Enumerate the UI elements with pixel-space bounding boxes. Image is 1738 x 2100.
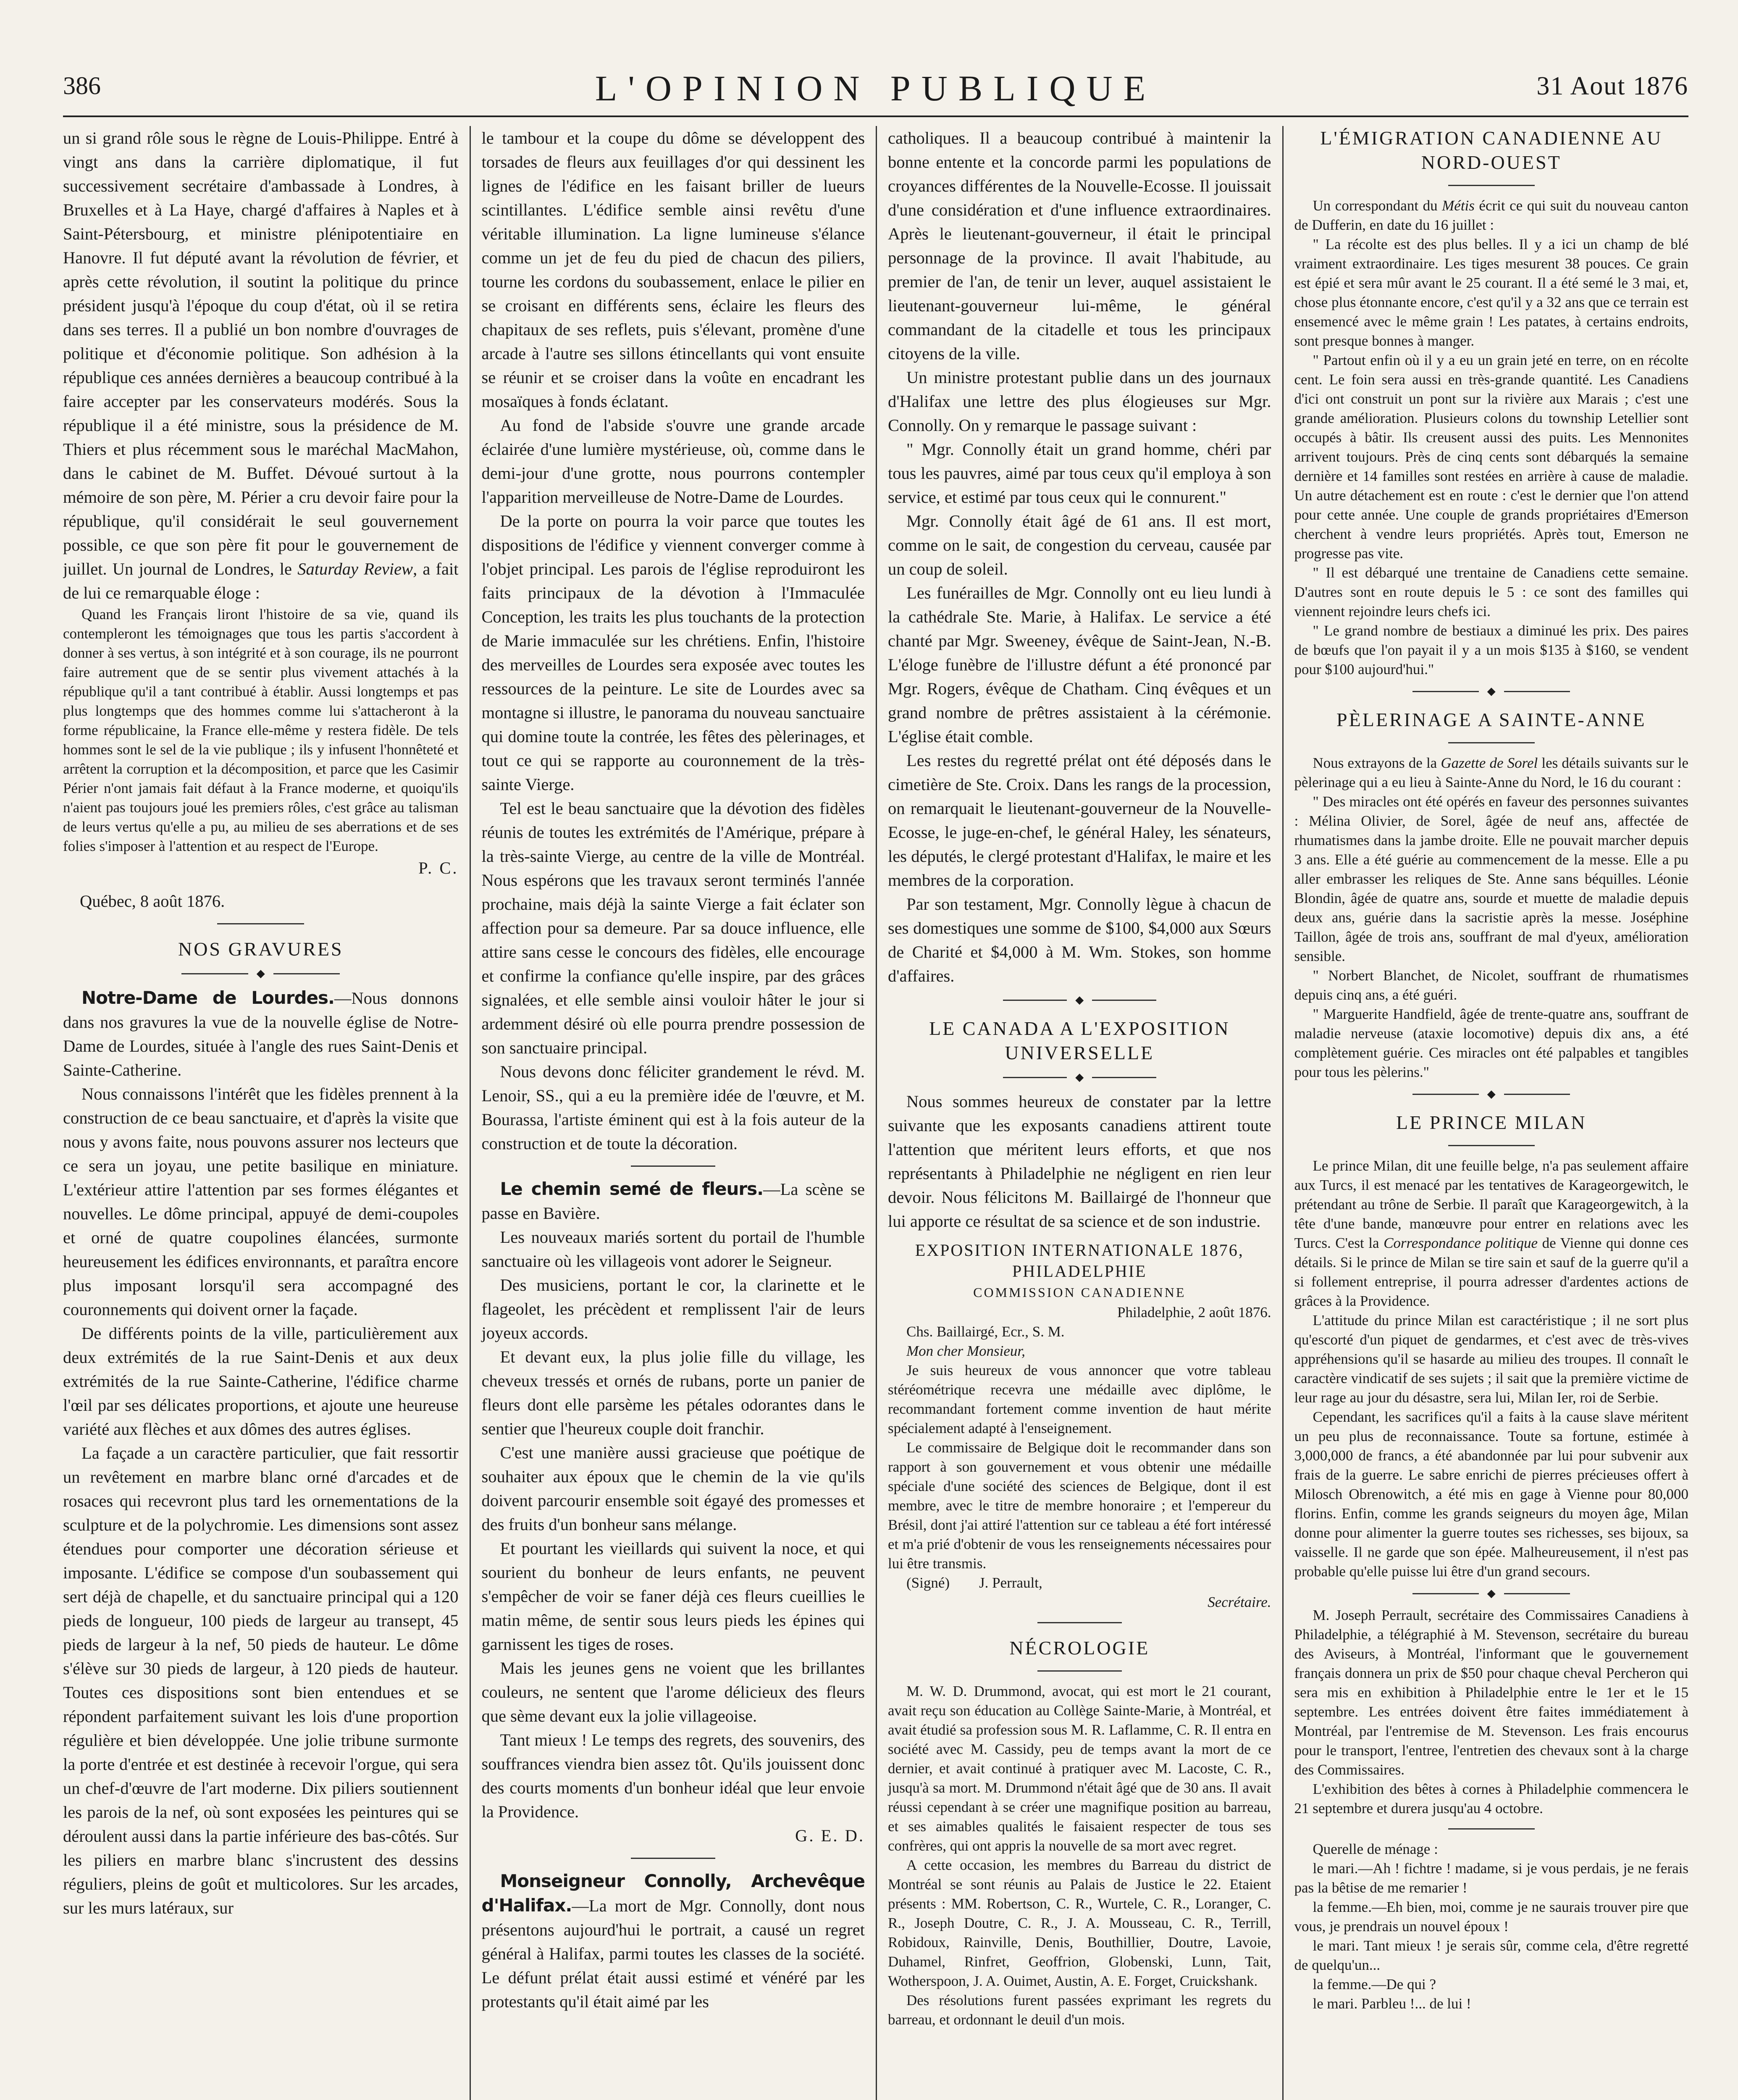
chemin-paragraph: Des musiciens, portant le cor, la clarinette et le flageolet, les précèdent et remplissent l'air de leurs joyeux accords. (481, 1276, 865, 1342)
ornament-divider: ◆ (1003, 996, 1156, 1004)
emigration-heading: L'ÉMIGRATION CANADIENNE AU NORD-OUEST (1320, 127, 1663, 173)
letter-addressee: Chs. Baillairgé, Ecr., S. M. (906, 1323, 1065, 1340)
perier-text-end: , a fait de lui ce remarquable éloge : (63, 559, 459, 602)
connolly-paragraph: Un ministre protestant publie dans un des journaux d'Halifax une lettre des plus élogieuses sur Mgr. Connolly. On y remarque le passage suivant : (888, 368, 1271, 435)
menage-line: le mari. Parbleu !... de lui ! (1313, 1995, 1471, 2012)
pelerinage-text: Nous extrayons de la (1313, 755, 1441, 771)
column-1 (63, 126, 470, 2100)
emigration-intro (1294, 196, 1689, 235)
chemin-lead: Le chemin semé de fleurs. (500, 1179, 764, 1199)
notre-dame-lead: Notre-Dame de Lourdes. (81, 987, 334, 1008)
pelerinage-text-end: les détails suivants sur le pèlerinage qui a eu lieu à Sainte-Anne du Nord, le 16 du courant : (1294, 755, 1688, 790)
menage-title: Querelle de ménage : (1313, 1841, 1438, 1857)
ornament-divider: ◆ (1412, 688, 1570, 695)
perrault-paragraph: M. Joseph Perrault, secrétaire des Commissaires Canadiens à Philadelphie, a télégraphié à M. Stevenson, secrétaire du bureau des Aviseurs, à Montréal, l'informant que le gouvernement français donnera un prix de $50 pour chaque cheval Percheron qui sera mis en exhibition à Philadelphie entre le 1er et le 15 septembre. Les entrées doivent être faites immédiatement à Montréal, par l'entremise de M. Stevenson. Les frais encourus pour le transport, l'entree, l'entretien des chevaux sont à la charge des Commissaires. (1294, 1607, 1688, 1778)
signer-name: J. Perrault, (979, 1575, 1042, 1591)
metis-title: Métis (1442, 197, 1475, 214)
menage-line: la femme.—De qui ? (1313, 1976, 1436, 1992)
notre-dame-paragraph: De la porte on pourra la voir parce que toutes les dispositions de l'édifice y viennent converger comme à l'objet principal. Les parois de l'église reproduiront les faits principaux de la dévotion à l'Immaculée Conception, les traits les plus touchants de la protection de Marie immaculée sur les chrétiens. Enfin, l'histoire des merveilles de Lourdes sera exposée avec toutes les ressources de la peinture. Le site de Lourdes avec sa montagne si illustre, le panorama du nouveau sanctuaire qui domine toute la contrée, les fêtes des pèlerinages, et tout ce qui se rapporte au couronnement de la très-sainte Vierge. (481, 512, 865, 794)
emigration-text: Un correspondant du (1313, 197, 1442, 214)
divider (1448, 1828, 1535, 1830)
letter-date: Philadelphie, 2 août 1876. (1117, 1304, 1271, 1320)
letter-signature (888, 1573, 1271, 1593)
notre-dame-text: —Nous donnons dans nos gravures la vue de la nouvelle église de Notre-Dame de Lourdes, située à l'angle des rues Saint-Denis et Sainte-Catherine. (63, 989, 459, 1079)
ornament-divider: ◆ (1003, 1074, 1156, 1081)
necrologie-heading: NÉCROLOGIE (1009, 1637, 1150, 1659)
divider (1448, 742, 1535, 743)
divider (217, 923, 304, 924)
connolly-quote: " Mgr. Connolly était un grand homme, chéri par tous les pauvres, aimé par tous ceux qu'il employa à son service, et estimé par tous ceux qui le connurent." (888, 440, 1271, 507)
pelerinage-paragraph: " Des miracles ont été opérés en faveur des personnes suivantes : Mélina Olivier, de Sorel, âgée de neuf ans, affectée de rhumatismes dans la jambe droite. Elle ne pouvait marcher depuis 3 ans. Elle a été guérie au commencement de la messe. Elle a pu aller embrasser les reliques de Ste. Anne sans béquilles. Léonie Blondin, âgée de quatre ans, sourde et muette de maladie depuis deux ans, guérie dans la sacristie après la messe. Joséphine Taillon, âgée de trois ans, souffrant de mal d'yeux, amélioration sensible. (1294, 793, 1688, 964)
chemin-paragraph: Et pourtant les vieillards qui suivent la noce, et qui sourient du bonheur de leurs enfants, ne peuvent s'empêcher de voir se faner déjà ces fleurs cueillies le matin même, de sentir sous leurs pieds les épines qui garnissent les tiges de roses. (481, 1539, 865, 1654)
signer-title-text: Secrétaire. (1208, 1594, 1271, 1610)
newspaper-title: L'OPINION PUBLIQUE (595, 68, 1157, 108)
milan-text: Le prince Milan, dit une feuille belge, n'a pas seulement affaire aux Turcs, il est menacé par les tentatives de Karageorgewitch, le prétendant au trône de Serbie. Il paraît que Karageorgewitch, à la tête d'une bande, manœuvre pour entrer en relations avec les Turcs. C'est la (1294, 1158, 1688, 1251)
saturday-review-quote: Quand les Français liront l'histoire de sa vie, quand ils contempleront les témoignages que tous les partis s'accordent à donner à ses vertus, à son intégrité et à son courage, ils ne pourront faire autrement que de se sentir plus vivement attachés à la république qu'il a tant contribué à établir. Aussi longtemps et pas plus longtemps que des hommes comme lui s'attacheront à la forme républicaine, la France elle-même y restera fidèle. De tels hommes sont le sel de la vie publique ; ils y infusent l'honnêteté et arrêtent la corruption et la décomposition, et parce que les Casimir Périer n'ont jamais fait défaut à la France moderne, et quoiqu'ils n'aient pas toujours joué les premiers rôles, c'est grâce au talisman de leurs vertus qu'elle a pu, au milieu de ses aberrations et de ses folies s'imposer à l'attention et au respect de l'Europe. (63, 606, 459, 854)
divider (1037, 1622, 1122, 1623)
connolly-continued: catholiques. Il a beaucoup contribué à maintenir la bonne entente et la concorde parmi les populations de croyances différentes de la Nouvelle-Ecosse. Il jouissait d'une considération et d'une influence extraordinaires. Après le lieutenant-gouverneur, il était le principal personnage de la province. Il avait l'habitude, au premier de l'an, de tenir un lever, auquel assistaient le lieutenant-gouverneur lui-même, le général commandant de la citadelle et tous les principaux citoyens de la ville. (888, 129, 1271, 363)
perrault-paragraph: L'exhibition des bêtes à cornes à Philadelphie commencera le 21 septembre et durera jusqu'au 4 octobre. (1294, 1781, 1688, 1816)
notre-dame-paragraph: De différents points de la ville, particulièrement aux deux extrémités de la rue Saint-Denis et aux deux extrémités de la rue Sainte-Catherine, l'édifice charme l'œil par ses délicates proportions, et ajoute une heureuse variété aux flèches et aux dômes des autres églises. (63, 1324, 459, 1438)
menage-line: la femme.—Eh bien, moi, comme je ne saurais trouver pire que vous, je prendrais un nouvel époux ! (1294, 1899, 1688, 1935)
emigration-paragraph: " Le grand nombre de bestiaux a diminué les prix. Des paires de bœufs que l'on payait il y a un mois $135 à $160, se vendent pour $100 aujourd'hui." (1294, 622, 1688, 677)
column-4 (1282, 126, 1689, 2100)
signed-marker: (Signé) (906, 1575, 950, 1591)
connolly-paragraph: Par son testament, Mgr. Connolly lègue à chacun de ses domestiques une somme de $100, $4,000 aux Sœurs de Charité et $4,000 à M. Wm. Stokes, son homme d'affaires. (888, 895, 1271, 985)
notre-dame-paragraph: La façade a un caractère particulier, que fait ressortir un revêtement en marbre blanc orné d'arcades et de rosaces qui recevront plus tard les ornementations de la sculpture et de la polychromie. Les dimensions sont assez étendues pour comporter une décoration sérieuse et imposante. L'édifice se compose d'un soubassement qui sert déjà de chapelle, et du sanctuaire principal qui a 120 pieds de longueur, 100 pieds de largeur au transept, 45 pieds de largeur à la nef, 50 pieds de hauteur. Le dôme s'élève sur 30 pieds de largeur, à 120 pieds de hauteur. Toutes ces dispositions sont bien entendues et se répondent parfaitement suivant les lois d'une proportion régulière et bien développée. Une jolie tribune surmonte la porte d'entrée et est destinée à recevoir l'orgue, qui sera un chef-d'œuvre de l'art moderne. Dix piliers soutiennent les parois de la nef, où sont exposées les peintures qui se déroulent aussi dans la partie inférieure des bas-côtés. Sur les piliers en marbre blanc s'incrustent des dessins réguliers, pleins de goût et multicolores. Sur les arcades, sur les murs latéraux, sur (63, 1444, 459, 1917)
pelerinage-heading: PÈLERINAGE A SAINTE-ANNE (1336, 709, 1646, 730)
divider (1037, 1670, 1122, 1672)
emigration-text-end: écrit ce qui suit du nouveau canton de Dufferin, en date du 16 juillet : (1294, 197, 1688, 233)
divider (631, 1858, 715, 1859)
chemin-signature: G. E. D. (795, 1826, 865, 1845)
saturday-review-title: Saturday Review (297, 559, 413, 578)
chemin-intro (482, 1177, 865, 1225)
exposition-heading: LE CANADA A L'EXPOSITION UNIVERSELLE (929, 1018, 1230, 1063)
milan-heading: LE PRINCE MILAN (1396, 1112, 1587, 1133)
divider (631, 1166, 715, 1167)
chemin-paragraph: Les nouveaux mariés sortent du portail de l'humble sanctuaire où les villageois vont adorer le Seigneur. (481, 1228, 865, 1270)
menage-line: le mari. Tant mieux ! je serais sûr, comme cela, d'être regretté de quelqu'un... (1294, 1937, 1688, 1973)
connolly-lead: Monseigneur Connolly, Archevêque d'Halifax. (481, 1871, 865, 1916)
perier-text: un si grand rôle sous le règne de Louis-Philippe. Entré à vingt ans dans la carrière diplomatique, il fut successivement secrétaire d'ambassade à Londres, à Bruxelles et à La Haye, chargé d'affaires à Naples et à Saint-Pétersbourg, et ministre plénipotentiaire en Hanovre. Il fut député avant la révolution de février, et après cette révolution, il soutint la politique du prince président jusqu'à l'époque du coup d'état, où il se retira dans ses terres. Il a publié un bon nombre d'ouvrages de politique et d'économie politique. Son adhésion à la république ces années dernières a beaucoup contribué à la faire accepter par les conservateurs modérés. Sous la république il a été ministre, sous la présidence de M. Thiers et plus récemment sous le maréchal MacMahon, dans le cabinet de M. Buffet. Dévoué surtout à la mémoire de son père, M. Périer a cru devoir faire pour la république, qu'il considérait le seul gouvernement possible, ce que son père fit pour le gouvernement de juillet. Un journal de Londres, le (63, 129, 459, 578)
milan-intro (1294, 1156, 1689, 1311)
milan-text-end: de Vienne qui donne ces détails. Si le prince de Milan se tire sain et sauf de la guerre qu'il a si follement entreprise, il pourra adresser d'ardentes actions de grâces à la Providence. (1294, 1235, 1688, 1309)
ornament-divider: ◆ (1412, 1090, 1570, 1098)
letter-salutation (888, 1341, 1271, 1361)
exposition-letterhead: EXPOSITION INTERNATIONALE 1876, PHILADELPHIE (915, 1241, 1244, 1281)
connolly-paragraph: Les funérailles de Mgr. Connolly ont eu lieu lundi à la cathédrale Ste. Marie, à Halifax. Le service a été chanté par Mgr. Sweeney, évêque de Saint-Jean, N.-B. L'éloge funèbre de l'illustre défunt a été prononcé par Mgr. Rogers, évêque de Chatham. Cinq évêques et un grand nombre de prêtres assistaient à la cérémonie. L'église était comble. (888, 583, 1271, 746)
divider (1448, 1145, 1535, 1146)
masthead (63, 63, 1688, 113)
article-columns (63, 126, 1688, 2100)
ornament-divider: ◆ (1412, 1590, 1570, 1597)
column-3 (876, 126, 1282, 2100)
notre-dame-continued: le tambour et la coupe du dôme se développent des torsades de fleurs aux feuillages d'or qui dessinent les lignes de l'édifice en les faisant briller de lueurs scintillantes. L'édifice semble ainsi revêtu d'une véritable illumination. La ligne lumineuse s'élance comme un jet de feu du pied de chacun des piliers, tourne les cordons du soubassement, enlace le pilier en se croisant en différents sens, éclaire les fleurs des chapitaux de ses reflets, puis s'élevant, promène d'une arcade à l'autre ses sillons étincellants qui vont ensuite se réunir et se croiser dans la voûte en encadrant les mosaïques à fonds éclatant. (481, 129, 865, 411)
necrologie-paragraph: M. W. D. Drummond, avocat, qui est mort le 21 courant, avait reçu son éducation au Collège Sainte-Marie, à Montréal, et avait étudié sa profession sous M. R. Laflamme, C. R. Il entra en société avec M. Cassidy, peu de temps avant la mort de ce dernier, et avait continué à pratiquer avec M. Lacoste, C. R., jusqu'à sa mort. M. Drummond n'était âgé que de 30 ans. Il avait réussi cependant à se créer une magnifique position au barreau, et ses aimables qualités le faisaient respecter de tous ses confrères, qui ont appris la nouvelle de sa mort avec regret. (888, 1683, 1271, 1854)
connolly-paragraph: Les restes du regretté prélat ont été déposés dans le cimetière de Ste. Croix. Dans les rangs de la procession, on remarquait le lieutenant-gouverneur de la Nouvelle-Ecosse, le juge-en-chef, le général Haley, les sénateurs, les députés, le clergé protestant d'Halifax, le maire et les membres de la corporation. (888, 751, 1271, 890)
article-signature: P. C. (418, 858, 459, 877)
notre-dame-paragraph: Tel est le beau sanctuaire que la dévotion des fidèles réunis de toutes les extrémités de l'Amérique, prépare à la très-sainte Vierge, au centre de la ville de Montréal. Nous espérons que les travaux seront terminés l'année prochaine, mais déjà la sainte Vierge a fait éclater son affection pour sa demeure. Par sa douce influence, elle attire sans cesse le concours des fidèles, elle encourage et confirme la confiance qu'elle inspire, par des grâces signalées, et elle semble ainsi vouloir hâter le jour si ardemment désiré où elle pourra prendre possession de son sanctuaire principal. (481, 799, 865, 1057)
chemin-paragraph: C'est une manière aussi gracieuse que poétique de souhaiter aux époux que le chemin de la vie qu'ils doivent parcourir ensemble soit égayé des promesses et des fruits d'un bonheur sans mélange. (481, 1443, 865, 1534)
emigration-paragraph: " La récolte est des plus belles. Il y a ici un champ de blé vraiment extraordinaire. Les tiges mesurent 38 pouces. Ce grain est épié et sera mûr avant le 25 courant. Il a été semé le 3 mai, et, chose plus étonnante encore, c'est qu'il y a 32 ans que ce terrain est ensemencé avec le même grain ! Les patates, à certains endroits, sont presque bonnes à manger. (1294, 236, 1688, 349)
necrologie-paragraph: Des résolutions furent passées exprimant les regrets du barreau, et ordonnant le deuil d'un mois. (888, 1992, 1271, 2028)
gravures-heading: NOS GRAVURES (178, 938, 344, 960)
divider (1448, 185, 1535, 186)
notre-dame-paragraph: Nous devons donc féliciter grandement le révd. M. Lenoir, SS., qui a eu la première idée de l'œuvre, et M. Bourassa, l'artiste éminent qui est à la fois auteur de la construction et de toute la décoration. (481, 1062, 865, 1153)
gazette-title: Gazette de Sorel (1441, 755, 1538, 771)
exposition-paragraph: Nous sommes heureux de constater par la lettre suivante que les exposants canadiens attirent toute l'attention que méritent leurs efforts, et que nos représentants à Philadelphie ne négligent en rien leur devoir. Nous félicitons M. Baillairgé de l'honneur que lui apporte ce résultat de sa science et de son industrie. (888, 1092, 1271, 1231)
connolly-text: —La mort de Mgr. Connolly, dont nous présentons aujourd'hui le portrait, a causé un regret général à Halifax, parmi toutes les classes de la société. Le défunt prélat était aussi estimé et vénéré par les protestants qu'il était aimé par les (481, 1896, 865, 2011)
menage-line: le mari.—Ah ! fichtre ! madame, si je vous perdais, je ne ferais pas la bêtise de me remarier ! (1294, 1860, 1688, 1896)
pelerinage-intro (1294, 753, 1689, 792)
connolly-intro (482, 1869, 865, 2013)
column-2 (470, 126, 876, 2100)
notre-dame-paragraph: Au fond de l'abside s'ouvre une grande arcade éclairée d'une lumière mystérieuse, où, comme dans le demi-jour d'une grotte, nous pourrons contempler l'apparition merveilleuse de Notre-Dame de Lourdes. (481, 416, 865, 507)
ornament-divider: ◆ (181, 970, 340, 977)
pelerinage-paragraph: " Norbert Blanchet, de Nicolet, souffrant de rhumatismes depuis cinq ans, a été guéri. (1294, 967, 1688, 1003)
issue-date: 31 Aout 1876 (1536, 72, 1688, 100)
chemin-text: —La scène se passe en Bavière. (481, 1180, 865, 1223)
masthead-rule (63, 116, 1688, 117)
chemin-paragraph: Et devant eux, la plus jolie fille du village, les cheveux tressés et ornés de rubans, porte un panier de fleurs dont elle parsème les pétales odorantes dans le sentier que l'heureux couple doit franchir. (481, 1347, 865, 1438)
chemin-paragraph: Mais les jeunes gens ne voient que les brillantes couleurs, ne sentent que l'arome délicieux des fleurs que sème devant eux la jolie villageoise. (481, 1659, 865, 1725)
connolly-paragraph: Mgr. Connolly était âgé de 61 ans. Il est mort, comme on le sait, de congestion du cerveau, causée par un coup de soleil. (888, 512, 1271, 578)
commission-name: COMMISSION CANADIENNE (973, 1285, 1186, 1300)
milan-paragraph: L'attitude du prince Milan est caractéristique ; il ne sort plus qu'escorté d'un piquet de gendarmes, et c'est avec de très-vives appréhensions qu'il se hasarde au milieu des troupes. Il connaît le caractère vindicatif de ses sujets ; il sait que la première victime de leur rage au jour du désastre, sera lui, Milan Ier, roi de Serbie. (1294, 1312, 1688, 1406)
dateline: Québec, 8 août 1876. (80, 892, 225, 911)
letter-paragraph: Je suis heureux de vous annoncer que votre tableau stéréométrique recevra une médaille avec diplôme, le recommandant fortement comme invention de haut mérite spécialement adapté à l'enseignement. (888, 1362, 1271, 1436)
notre-dame-intro (63, 986, 459, 1082)
perier-continued (63, 126, 459, 605)
letter-paragraph: Le commissaire de Belgique doit le recommander dans son rapport à son gouvernement et vous obtenir une médaille spéciale d'une société des sciences de Belgique, dont il est membre, avec le titre de membre honoraire ; et l'empereur du Brésil, dont j'ai attiré l'attention sur ce tableau a été fort intéressé et m'a prié d'obtenir de vous les renseignements nécessaires pour lui être transmis. (888, 1439, 1271, 1572)
notre-dame-paragraph: Nous connaissons l'intérêt que les fidèles prennent à la construction de ce beau sanctuaire, et d'après la visite que nous y avons faite, nous pouvons assurer nos lecteurs que ce sera un joyau, une petite basilique en miniature. L'extérieur attire l'attention par ses formes élégantes et nouvelles. Le dôme principal, appuyé de demi-coupoles et orné de quatre coupolines élancées, surmonte heureusement les édifices environnants, et paraîtra encore plus imposant lorsqu'il sera accompagné des couronnements qui doivent orner la façade. (63, 1084, 459, 1319)
salutation-text: Mon cher Monsieur, (906, 1343, 1025, 1359)
pelerinage-paragraph: " Marguerite Handfield, âgée de trente-quatre ans, souffrant de maladie nerveuse (ataxie locomotive) depuis dix ans, a été complètement guérie. Ces miracles ont été palpables et tangibles pour tous les pèlerins." (1294, 1006, 1688, 1080)
emigration-paragraph: " Il est débarqué une trentaine de Canadiens cette semaine. D'autres sont en route depuis le 5 : ce sont des familles qui viennent rejoindre leurs chefs ici. (1294, 564, 1688, 620)
page-number: 386 (63, 72, 101, 100)
signer-title (888, 1593, 1271, 1612)
milan-paragraph: Cependant, les sacrifices qu'il a faits à la cause slave méritent un peu plus de reconnaissance. Toute sa fortune, estimée à 3,000,000 de francs, a été abandonnée par lui pour subvenir aux frais de la guerre. Le sabre enrichi de pierres précieuses offert à Milosch Obrenowitch, a été mis en gage à Vienne pour 80,000 florins. Enfin, comme les grands seigneurs du moyen âge, Milan donne pour alimenter la guerre toutes ses richesses, ses bijoux, sa vaisselle. Il ne garde que son épée. Malheureusement, il n'est pas probable qu'elle puisse lui être d'un grand secours. (1294, 1409, 1688, 1580)
emigration-paragraph: " Partout enfin où il y a eu un grain jeté en terre, on en récolte cent. Le foin sera aussi en très-grande quantité. Les Canadiens d'ici ont construit un pont sur la rivière aux Marais ; c'est une grande amélioration. Plusieurs colons du township Letellier sont occupés à bâtir. Ils creusent aussi des puits. Les Mennonites arrivent toujours. Près de cinq cents sont débarqués la semaine dernière et 14 familles sont restées en arrière à cause de maladie. Un autre détachement est en route : c'est le dernier que l'on attend pour cette année. Une couple de grands propriétaires d'Emerson cherchent à vendre leurs propriétés. Après tout, Emerson ne progresse pas vite. (1294, 352, 1688, 562)
necrologie-paragraph: A cette occasion, les membres du Barreau du district de Montréal se sont réunis au Palais de Justice le 22. Etaient présents : MM. Robertson, C. R., Wurtele, C. R., Loranger, C. R., Joseph Doutre, C. R., J. A. Mousseau, C. R., Terrill, Robidoux, Rainville, Denis, Bouthillier, Doutre, Lavoie, Duhamel, Rinfret, Geoffrion, Globenski, Lunn, Tait, Wotherspoon, J. A. Ouimet, Austin, A. E. Forget, Cruickshank. (888, 1857, 1271, 1989)
correspondance-title: Correspondance politique (1384, 1235, 1538, 1251)
chemin-paragraph: Tant mieux ! Le temps des regrets, des souvenirs, des souffrances viendra bien assez tôt. Qu'ils jouissent donc des courts moments d'un bonheur idéal que leur envoie la Providence. (481, 1730, 865, 1821)
